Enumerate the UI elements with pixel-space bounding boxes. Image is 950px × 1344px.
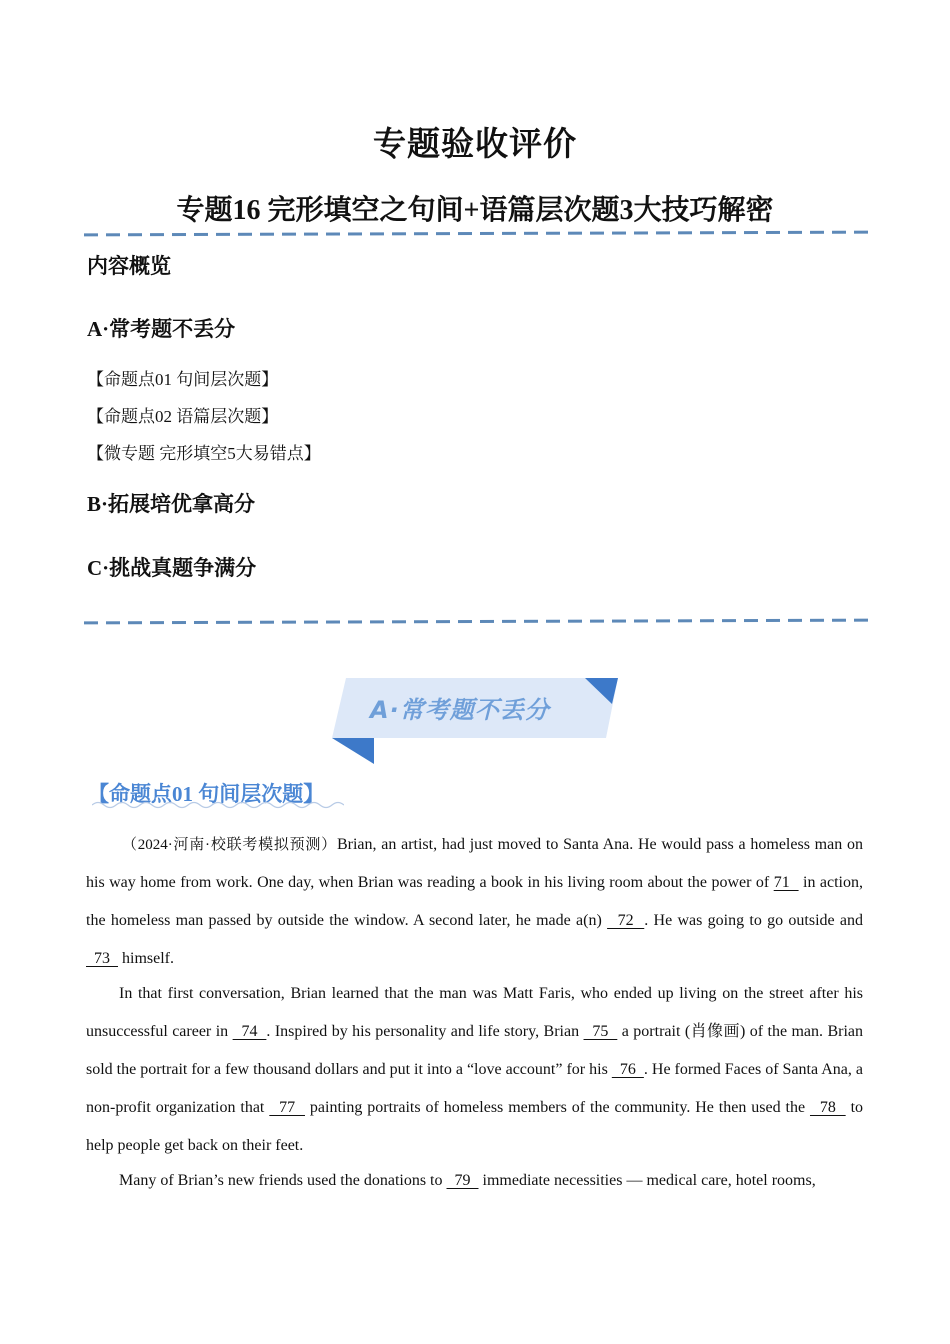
passage-paragraph-1: （2024·河南·校联考模拟预测）Brian, an artist, had just moved to Santa Ana. He would pass a homeless man on his way home from work. One day, when Brian was reading a book in his living room about the power of 71 in action, the homeless man passed by outside the window. A second later, he made a(n) 72 . He was going to go outside and 73 himself. <box>86 836 864 967</box>
blank-78[interactable]: 78 <box>809 1099 846 1116</box>
overview-item-1: 【命题点01 句间层次题】 <box>87 370 279 389</box>
blank-75[interactable]: 75 <box>583 1023 618 1040</box>
overview-heading: 内容概览 <box>87 254 171 278</box>
blank-74[interactable]: 74 <box>232 1023 267 1040</box>
top-divider <box>84 231 872 237</box>
blank-79[interactable]: 79 <box>446 1172 479 1189</box>
overview-item-2: 【命题点02 语篇层次题】 <box>87 407 279 426</box>
source-note: （2024·河南·校联考模拟预测） <box>122 837 337 853</box>
banner-corner-bottom <box>332 738 374 764</box>
banner-label: A·常考题不丢分 <box>370 696 550 724</box>
blank-76[interactable]: 76 <box>611 1061 644 1078</box>
blank-73[interactable]: 73 <box>86 950 118 967</box>
blank-72[interactable]: 72 <box>607 912 645 929</box>
heading-wave-underline <box>92 800 344 810</box>
overview-section-c: C·挑战真题争满分 <box>87 556 257 580</box>
passage-paragraph-2: In that first conversation, Brian learned that the man was Matt Faris, who ended up living on the street after his unsuccessful career in 74 . Inspired by his personality and life story, Brian 75 a portrait (肖像画) of the man. Brian sold the portrait for a few thousand dollars and put it into a “love account” for his 76 . He formed Faces of Santa Ana, a non-profit organization that 77 painting portraits of homeless members of the community. He then used the 78 to help people get back on their feet. <box>86 985 864 1154</box>
topic-subtitle: 专题16 完形填空之句间+语篇层次题3大技巧解密 <box>176 195 774 226</box>
point-heading: 【命题点01 句间层次题】 <box>88 782 325 806</box>
overview-section-b: B·拓展培优拿高分 <box>87 492 256 516</box>
passage-paragraph-3: Many of Brian’s new friends used the donations to 79 immediate necessities — medical care, hotel rooms, <box>119 1172 816 1189</box>
overview-item-3: 【微专题 完形填空5大易错点】 <box>87 444 321 463</box>
page-title: 专题验收评价 <box>373 127 577 163</box>
overview-section-a: A·常考题不丢分 <box>87 317 236 341</box>
blank-71[interactable]: 71 <box>773 874 799 891</box>
blank-77[interactable]: 77 <box>269 1099 305 1116</box>
bottom-divider <box>84 619 872 625</box>
